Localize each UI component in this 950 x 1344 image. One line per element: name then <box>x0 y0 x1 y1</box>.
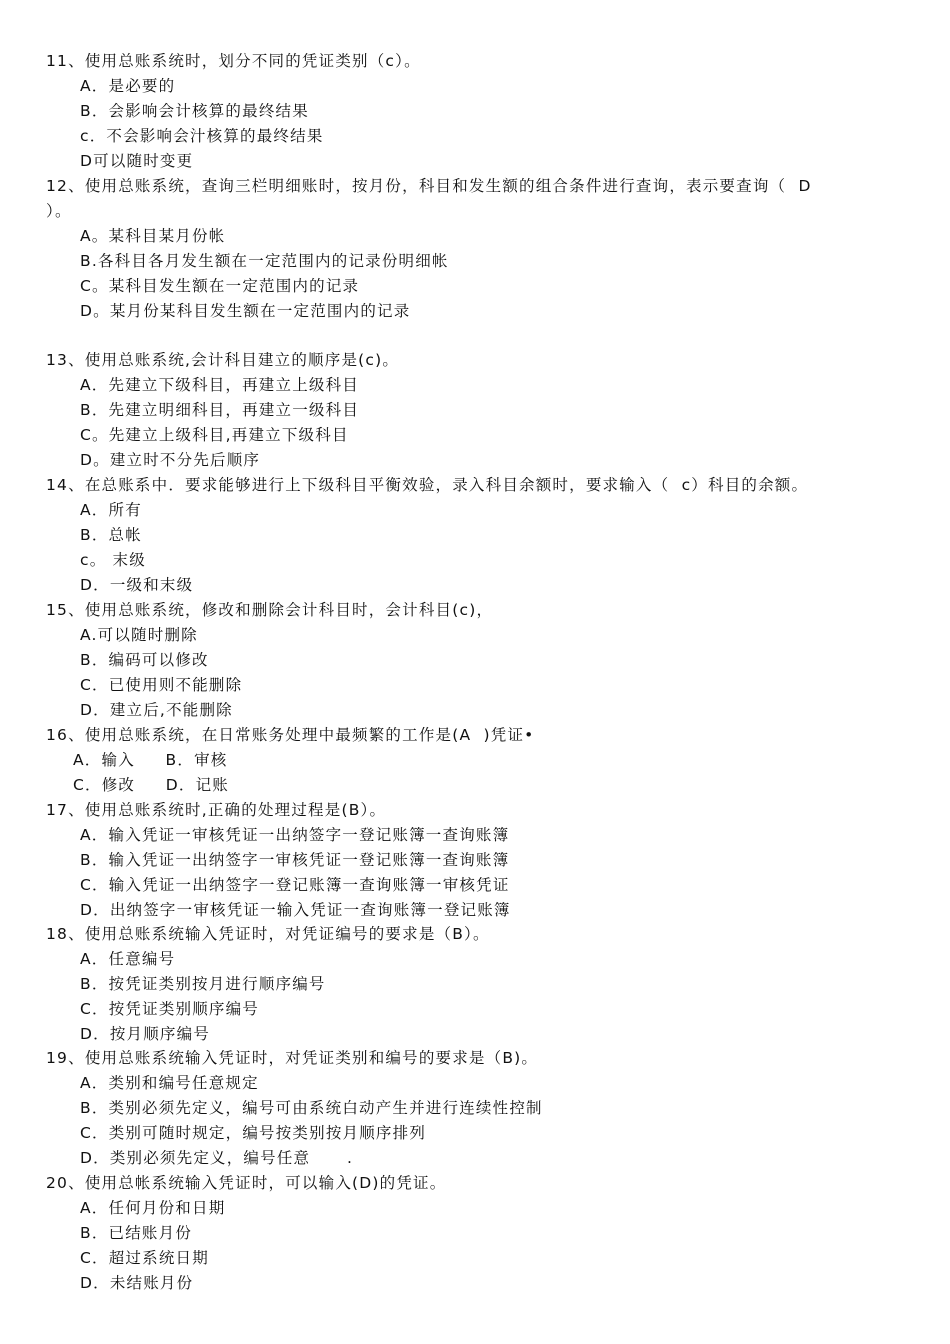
option-11-b: B．会影响会计核算的最终结果 <box>80 102 309 120</box>
option-17-c: C．输入凭证一出纳签字一登记账簿一查询账簿一审核凭证 <box>80 876 510 894</box>
option-12-a: A。某科目某月份帐 <box>80 227 226 245</box>
option-15-d: D．建立后,不能删除 <box>80 701 233 719</box>
option-11-d: D可以随时变更 <box>80 152 194 170</box>
option-19-b: B．类别必须先定义，编号可由系统白动产生并进行连续性控制 <box>80 1099 543 1117</box>
option-13-a: A．先建立下级科目，再建立上级科目 <box>80 376 360 394</box>
option-19-d: D．类别必须先定义，编号任意 . <box>80 1149 354 1167</box>
option-12-b: B.各科目各月发生额在一定范围内的记录份明细帐 <box>80 252 449 270</box>
option-13-c: C。先建立上级科目,再建立下级科目 <box>80 426 349 444</box>
question-11: 11、使用总账系统时，划分不同的凭证类别（c）。 <box>46 52 421 70</box>
question-19: 19、使用总账系统输入凭证时，对凭证类别和编号的要求是（B)。 <box>46 1049 539 1067</box>
option-11-a: A．是必要的 <box>80 77 176 95</box>
question-15: 15、使用总账系统，修改和删除会计科目时，会计科目(c)， <box>46 601 494 619</box>
option-13-b: B．先建立明细科目，再建立一级科目 <box>80 401 360 419</box>
question-12-cont: ）。 <box>46 202 72 220</box>
option-20-a: A．任何月份和日期 <box>80 1199 226 1217</box>
option-17-d: D．出纳签字一审核凭证一输入凭证一查询账簿一登记账簿 <box>80 901 511 919</box>
option-14-a: A．所有 <box>80 501 142 519</box>
option-14-d: D．一级和末级 <box>80 576 194 594</box>
option-20-b: B．已结账月份 <box>80 1224 193 1242</box>
option-11-c: c．不会影响会汁核算的最终结果 <box>80 127 324 145</box>
question-20: 20、使用总帐系统输入凭证时，可以输入(D)的凭证。 <box>46 1174 447 1192</box>
option-17-a: A．输入凭证一审核凭证一出纳签字一登记账簿一查询账簿 <box>80 826 510 844</box>
option-14-c: c。 末级 <box>80 551 146 569</box>
question-16: 16、使用总账系统，在日常账务处理中最频繁的工作是(A )凭证• <box>46 726 535 744</box>
option-18-a: A．任意编号 <box>80 950 176 968</box>
option-20-c: C．超过系统日期 <box>80 1249 209 1267</box>
option-16-cd: C．修改 D．记账 <box>73 776 229 794</box>
option-18-c: C．按凭证类别顺序编号 <box>80 1000 260 1018</box>
option-16-ab: A．输入 B．审核 <box>73 751 228 769</box>
option-18-b: B．按凭证类别按月进行顺序编号 <box>80 975 326 993</box>
option-19-c: C．类别可随时规定，编号按类别按月顺序排列 <box>80 1124 427 1142</box>
option-15-b: B．编码可以修改 <box>80 651 209 669</box>
option-15-a: A.可以随时删除 <box>80 626 198 644</box>
question-12: 12、使用总账系统，查询三栏明细账时，按月份，科目和发生额的组合条件进行查询，表示要查询（ D <box>46 177 812 195</box>
question-13: 13、使用总账系统,会计科目建立的顺序是(c)。 <box>46 351 400 369</box>
option-12-c: C。某科目发生额在一定范围内的记录 <box>80 277 360 295</box>
option-19-a: A．类别和编号任意规定 <box>80 1074 259 1092</box>
option-20-d: D．未结账月份 <box>80 1274 194 1292</box>
question-18: 18、使用总账系统输入凭证时，对凭证编号的要求是（B）。 <box>46 925 490 943</box>
option-15-c: C．已使用则不能删除 <box>80 676 243 694</box>
option-17-b: B．输入凭证一出纳签字一审核凭证一登记账簿一查询账簿 <box>80 851 510 869</box>
option-12-d: D。某月份某科目发生额在一定范围内的记录 <box>80 302 411 320</box>
option-14-b: B．总帐 <box>80 526 142 544</box>
question-14: 14、在总账系中．要求能够进行上下级科目平衡效验，录入科目余额时，要求输入（ c）科目的余额。 <box>46 476 809 494</box>
option-18-d: D．按月顺序编号 <box>80 1025 211 1043</box>
question-17: 17、使用总账系统时,正确的处理过程是(B）。 <box>46 801 387 819</box>
option-13-d: D。建立时不分先后顺序 <box>80 451 261 469</box>
